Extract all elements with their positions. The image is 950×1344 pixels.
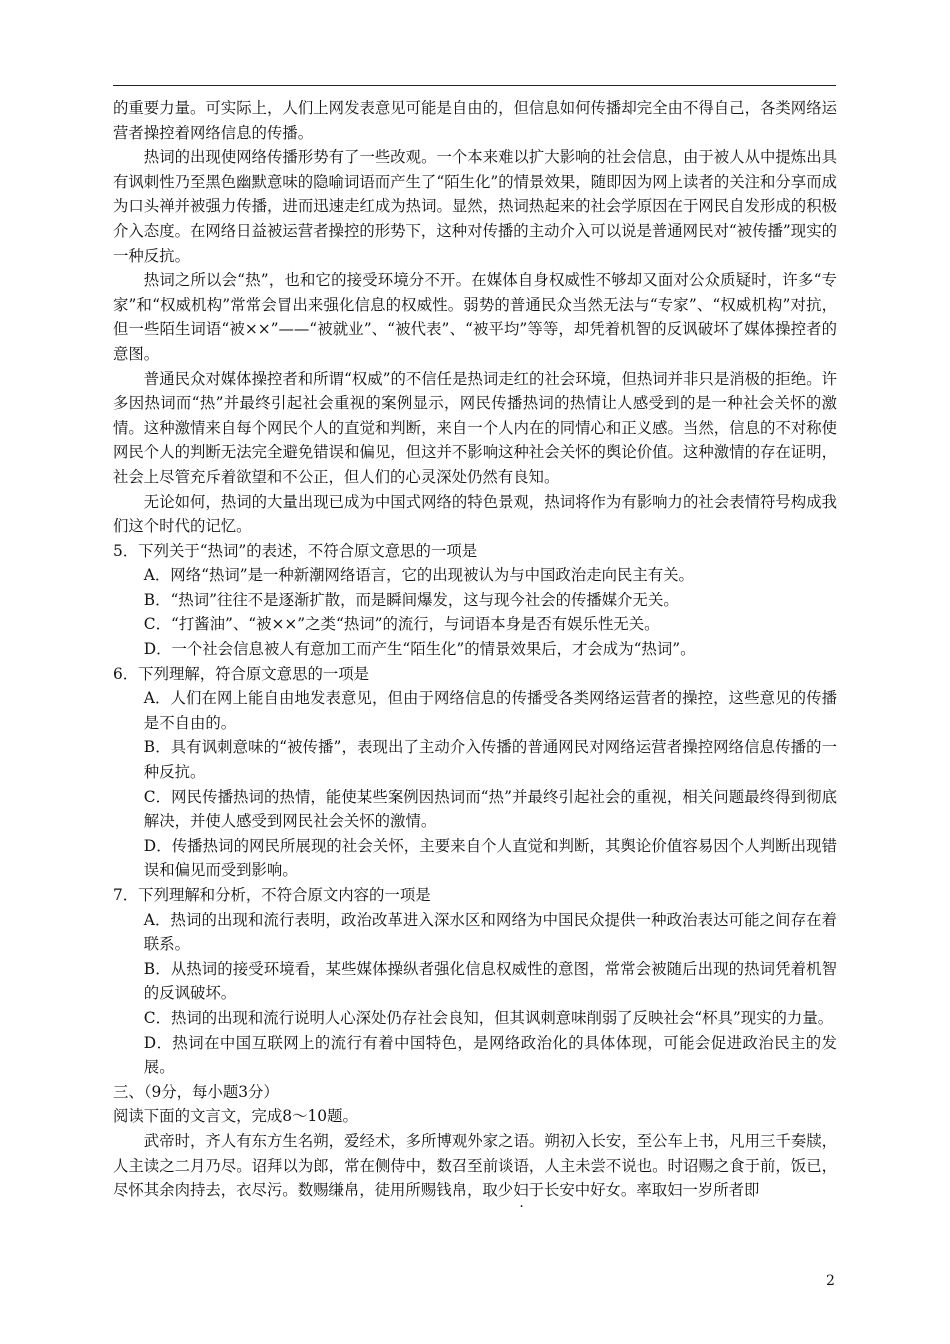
passage-paragraph: 无论如何，热词的大量出现已成为中国式网络的特色景观，热词将作为有影响力的社会表情符号构成我们这个时代的记忆。 xyxy=(113,492,837,536)
section-instruction: 阅读下面的文言文，完成8～10题。 xyxy=(113,1107,358,1126)
page-number: 2 xyxy=(826,1273,835,1289)
header-rule xyxy=(113,85,836,86)
question-option: C．网民传播热词的热情，能使某些案例因热词而“热”并最终引起社会的重视，相关问题最终得到彻底解决，并使人感受到网民社会关怀的激情。 xyxy=(143,787,837,831)
question-option: D．热词在中国互联网上的流行有着中国特色，是网络政治化的具体体现，可能会促进政治民主的发展。 xyxy=(143,1033,837,1077)
passage-paragraph: 热词的出现使网络传播形势有了一些改观。一个本来难以扩大影响的社会信息，由于被人从中提炼出具有讽刺性乃至黑色幽默意味的隐喻词语而产生了“陌生化”的情景效果，随即因为网上读者的关注和分享而成为口头禅并被强力传播，进而迅速走红成为热词。显然，热词热起来的社会学原因在于网民自发形成的积极介入态度。在网络日益被运营者操控的形势下，这种对传播的主动介入可以说是普通网民对“被传播”现实的一种反抗。 xyxy=(113,148,837,265)
question-option: B．具有讽刺意味的“被传播”，表现出了主动介入传播的普通网民对网络运营者操控网络信息传播的一种反抗。 xyxy=(143,738,837,782)
section-heading: 三、（9分，每小题3分） xyxy=(113,1082,279,1101)
classical-text: 少妇于长安中好女。率取妇一岁所者即 xyxy=(497,1181,760,1200)
question-option: D．传播热词的网民所展现的社会关怀，主要来自个人直觉和判断，其舆论价值容易因个人判断出现错误和偏见而受到影响。 xyxy=(143,836,837,880)
emphasis-dotted-char: 取 · xyxy=(482,1181,497,1199)
question-stem: 7．下列理解和分析，不符合原文内容的一项是 xyxy=(113,886,431,904)
question-option: B．“热词”往往不是逐渐扩散，而是瞬间爆发，这与现今社会的传播媒介无关。 xyxy=(143,590,679,609)
question-option: A．热词的出现和流行表明，政治改革进入深水区和网络为中国民众提供一种政治表达可能之间存在着联系。 xyxy=(143,910,837,954)
classical-text-paragraph xyxy=(113,1129,837,1203)
question-option: C．热词的出现和流行说明人心深处仍存社会良知，但其讽刺意味削弱了反映社会“杯具”现实的力量。 xyxy=(143,1008,834,1027)
question-option: A．人们在网上能自由地发表意见，但由于网络信息的传播受各类网络运营者的操控，这些意见的传播是不自由的。 xyxy=(143,689,837,732)
passage-paragraph: 普通民众对媒体操控者和所谓“权威”的不信任是热词走红的社会环境，但热词并非只是消极的拒绝。许多因热词而“热”并最终引起社会重视的案例显示，网民传播热词的热情让人感受到的是一种社会关怀的激情。这种激情来自每个网民个人的直觉和判断，来自一个人内在的同情心和正义感。当然，信息的不对称使网民个人的判断无法完全避免错误和偏见，但这并不影响这种社会关怀的舆论价值。这种激情的存在证明，社会上尽管充斥着欲望和不公正，但人们的心灵深处仍然有良知。 xyxy=(113,369,837,486)
question-stem: 6．下列理解，符合原文意思的一项是 xyxy=(113,664,370,683)
question-option: D．一个社会信息被人有意加工而产生“陌生化”的情景效果后，才会成为“热词”。 xyxy=(143,640,696,659)
question-stem: 5．下列关于“热词”的表述，不符合原文意思的一项是 xyxy=(113,541,478,560)
page-content xyxy=(113,96,837,1203)
classical-text: 武帝时，齐人有东方生名朔，爱经术，多所博观外家之语。朔初入长安，至公车上书，凡用三千奏牍，人主读之二月乃尽。诏拜以为郎，常在侧侍中，数召至前谈语，人主未尝不说也。时诏赐之食于前，饭已，尽怀其余肉持去，衣尽污。数赐缣帛，徒用所赐钱帛， xyxy=(113,1131,837,1200)
question-option: A．网络“热词”是一种新潮网络语言，它的出现被认为与中国政治走向民主有关。 xyxy=(143,566,694,585)
passage-paragraph: 的重要力量。可实际上，人们上网发表意见可能是自由的，但信息如何传播却完全由不得自己，各类网络运营者操控着网络信息的传播。 xyxy=(113,99,837,142)
question-option: C．“打酱油”、“被××”之类“热词”的流行，与词语本身是否有娱乐性无关。 xyxy=(143,615,660,634)
passage-paragraph: 热词之所以会“热”，也和它的接受环境分不开。在媒体自身权威性不够却又面对公众质疑时，许多“专家”和“权威机构”常常会冒出来强化信息的权威性。弱势的普通民众当然无法与“专家”、“权威机构”对抗，但一些陌生词语“被××”——“被就业”、“被代表”、“被平均”等等，却凭着机智的反讽破坏了媒体操控者的意图。 xyxy=(113,271,837,363)
question-option: B．从热词的接受环境看，某些媒体操纵者强化信息权威性的意图，常常会被随后出现的热词凭着机智的反讽破坏。 xyxy=(143,959,837,1003)
